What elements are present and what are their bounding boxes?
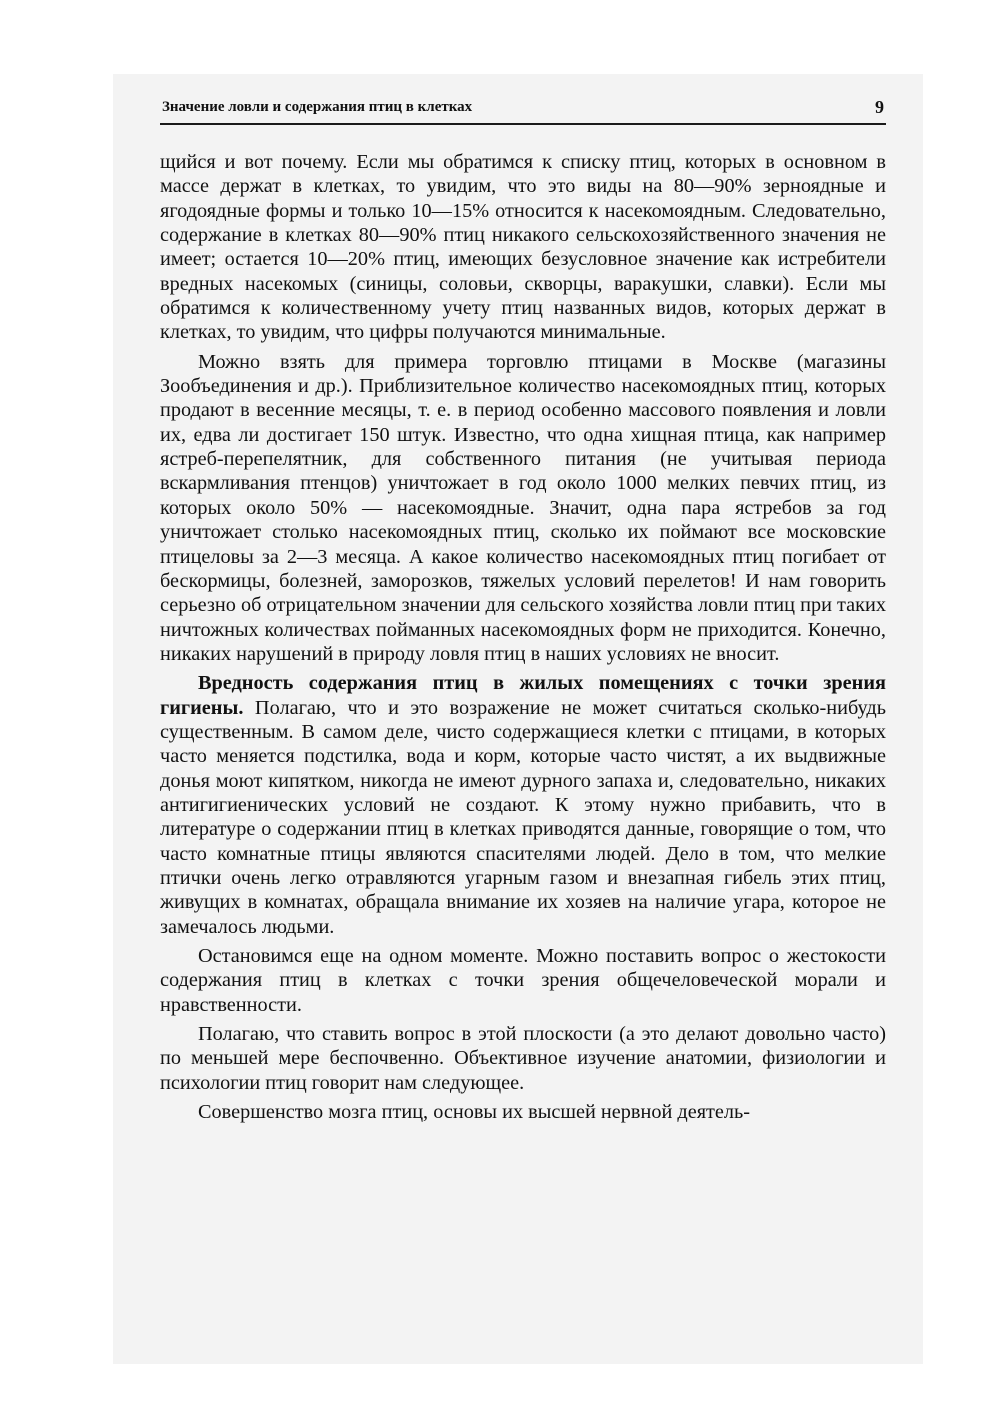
paragraph-4: Остановимся еще на одном моменте. Можно поставить вопрос о жестокости содержания птиц в клетках с точки зрения общечеловеческой морали и нравственности. bbox=[160, 945, 886, 1016]
paragraph-3 bbox=[160, 671, 886, 939]
section-heading-hygiene: Вредность содержания птиц в жилых помещениях с точки зрения гигиены. bbox=[160, 672, 886, 719]
paragraph-2: Можно взять для примера торговлю птицами в Москве (магазины Зообъединения и др.). Приблизительное количество насекомоядных птиц, которых продают в весенние месяцы, т. е. в период особенно массового появления и ловли их, едва ли достигает 150 штук. Известно, что одна хищная птица, как например ястреб-перепелятник, для собственного питания (не учитывая периода вскармливания птенцов) уничтожает в год около 1000 мелких певчих птиц, из которых около 50% — насекомоядные. Значит, одна пара ястребов за год уничтожает столько насекомоядных птиц, сколько их поймают все московские птицеловы за 2—3 месяца. А какое количество насекомоядных птиц погибает от бескормицы, болезней, заморозков, тяжелых условий перелетов! И нам говорить серьезно об отрицательном значении для сельского хозяйства ловли птиц при таких ничтожных количествах пойманных насекомоядных форм не приходится. Конечно, никаких нарушений в природу ловля птиц в наших условиях не вносит. bbox=[160, 350, 886, 665]
paragraph-6: Совершенство мозга птиц, основы их высшей нервной деятель- bbox=[198, 1101, 751, 1124]
page-header bbox=[160, 97, 886, 125]
paragraph-3-text: Полагаю, что и это возражение не может считаться сколько-нибудь существенным. В самом деле, чисто содержащиеся клетки с птицами, в которых часто меняется подстилка, вода и корм, которые часто чистят, а их выдвижные донья моют кипятком, никогда не имеют дурного запаха и, следовательно, никаких антигигиенических условий не создают. К этому нужно прибавить, что в литературе о содержании птиц в клетках приводятся данные, говорящие о том, что часто комнатные птицы являются спасителями людей. Дело в том, что мелкие птички очень легко отравляются угарным газом и внезапная гибель этих птиц, живущих в комнатах, обращала внимание их хозяев на наличие угара, которое не замечалось людьми. bbox=[160, 696, 886, 938]
running-head: Значение ловли и содержания птиц в клетках bbox=[162, 99, 473, 115]
page-number: 9 bbox=[875, 97, 884, 117]
body-text bbox=[160, 150, 886, 1129]
paragraph-1: щийся и вот почему. Если мы обратимся к списку птиц, которых в основном в массе держат в клетках, то увидим, что это виды на 80—90% зерноядные и ягодоядные формы и только 10—15% относится к насекомоядным. Следовательно, содержание в клетках 80—90% птиц никакого сельскохозяйственного значения не имеет; остается 10—20% птиц, имеющих безусловное значение как истребители вредных насекомых (синицы, соловьи, скворцы, варакушки, славки). Если мы обратимся к количественному учету птиц названных видов, которых держат в клетках, то увидим, что цифры получаются минимальные. bbox=[160, 151, 886, 344]
paragraph-5: Полагаю, что ставить вопрос в этой плоскости (а это делают довольно часто) по меньшей мере беспочвенно. Объективное изучение анатомии, физиологии и психологии птиц говорит нам следующее. bbox=[160, 1023, 886, 1094]
